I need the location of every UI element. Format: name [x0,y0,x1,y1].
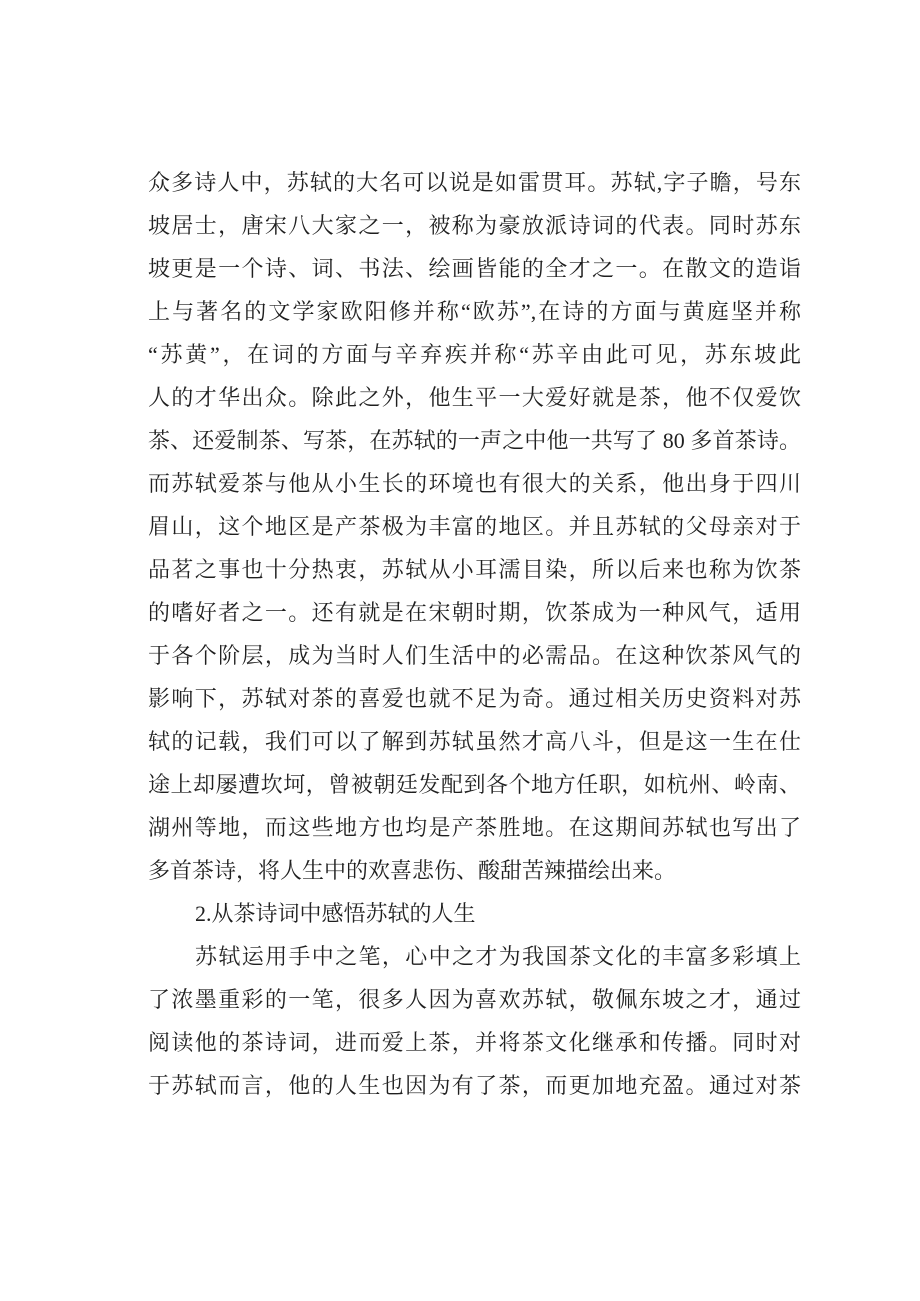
text-line: 坡居士，唐宋八大家之一，被称为豪放派诗词的代表。同时苏东 [148,213,801,238]
section-heading: 2.从茶诗词中感悟苏轼的人生 [195,901,476,926]
text-line: 途上却屡遭坎坷，曾被朝廷发配到各个地方任职，如杭州、岭南、 [148,772,801,797]
text-line: 品茗之事也十分热衷，苏轼从小耳濡目染，所以后来也称为饮茶 [148,557,801,582]
text-line: 而苏轼爱茶与他从小生长的环境也有很大的关系，他出身于四川 [148,471,801,496]
text-line: 茶、还爱制茶、写茶，在苏轼的一声之中他一共写了 80 多首茶诗。 [148,428,801,453]
text-line: 人的才华出众。除此之外，他生平一大爱好就是茶，他不仅爱饮 [148,385,801,410]
text-line: 上与著名的文学家欧阳修并称“欧苏”,在诗的方面与黄庭坚并称 [148,299,801,324]
text-line: 湖州等地，而这些地方也均是产茶胜地。在这期间苏轼也写出了 [148,815,801,840]
text-line: 轼的记载，我们可以了解到苏轼虽然才高八斗，但是这一生在仕 [148,729,801,754]
text-line: 于苏轼而言，他的人生也因为有了茶，而更加地充盈。通过对茶 [148,1073,801,1098]
text-line: 的嗜好者之一。还有就是在宋朝时期，饮茶成为一种风气，适用 [148,600,801,625]
document-text-block [148,161,801,1107]
text-line: 了浓墨重彩的一笔，很多人因为喜欢苏轼，敬佩东坡之才，通过 [148,987,801,1012]
text-line: 影响下，苏轼对茶的喜爱也就不足为奇。通过相关历史资料对苏 [148,686,801,711]
text-line: 多首茶诗，将人生中的欢喜悲伤、酸甜苦辣描绘出来。 [148,858,677,883]
text-line: 阅读他的茶诗词，进而爱上茶，并将茶文化继承和传播。同时对 [148,1030,801,1055]
text-line: 众多诗人中，苏轼的大名可以说是如雷贯耳。苏轼,字子瞻，号东 [148,170,801,195]
text-line: 坡更是一个诗、词、书法、绘画皆能的全才之一。在散文的造诣 [148,256,801,281]
text-line: 苏轼运用手中之笔，心中之才为我国茶文化的丰富多彩填上 [195,944,801,969]
text-line: 眉山，这个地区是产茶极为丰富的地区。并且苏轼的父母亲对于 [148,514,801,539]
text-line: “苏黄”，在词的方面与辛弃疾并称“苏辛由此可见，苏东坡此 [148,342,801,367]
text-line: 于各个阶层，成为当时人们生活中的必需品。在这种饮茶风气的 [148,643,801,668]
